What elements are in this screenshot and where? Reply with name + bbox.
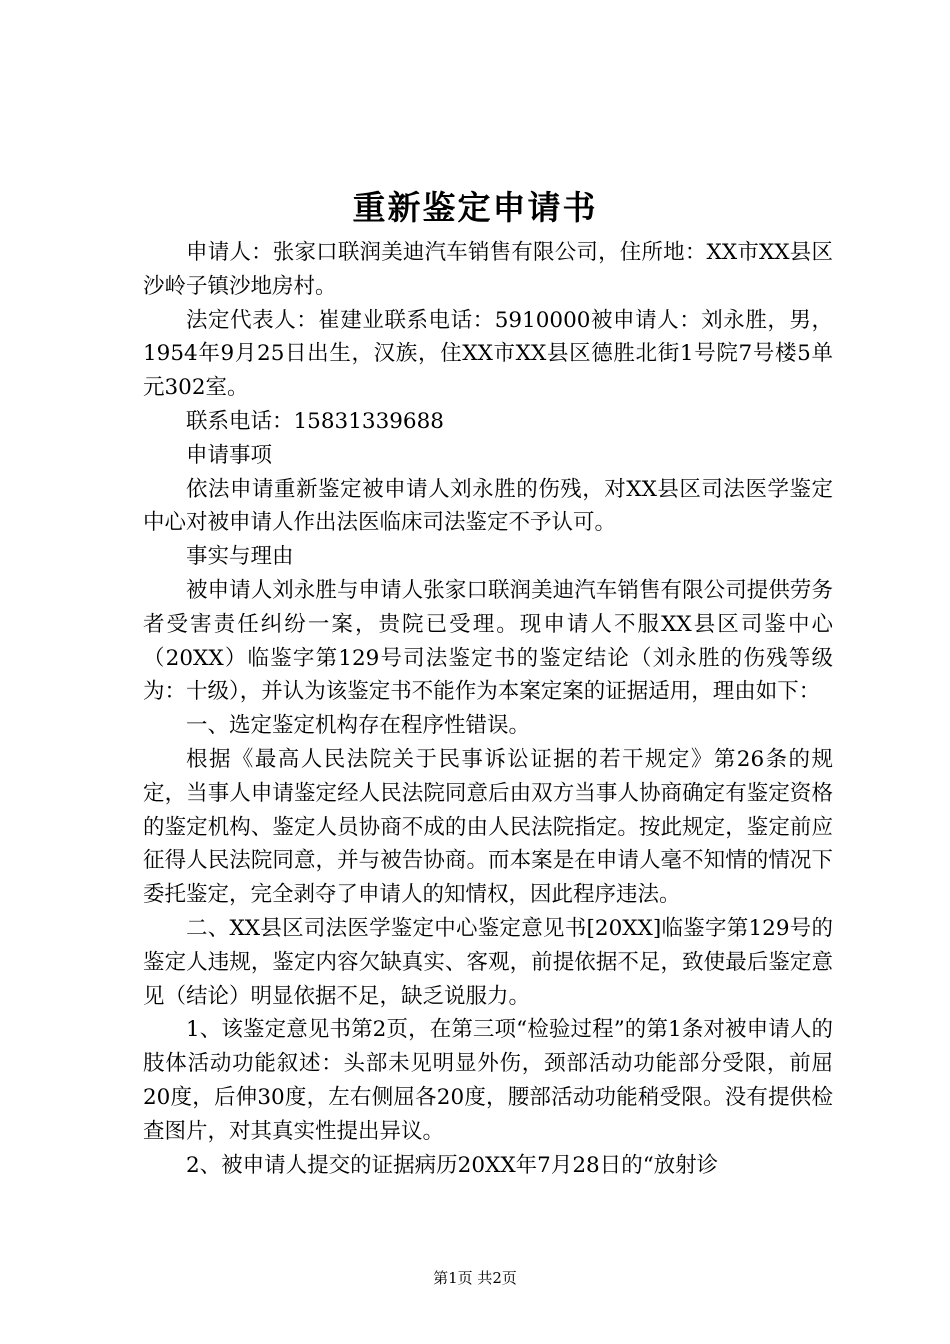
document-body [143, 236, 833, 1182]
paragraph-reason-1: 一、选定鉴定机构存在程序性错误。 [186, 713, 531, 739]
heading-facts-reasons: 事实与理由 [186, 544, 294, 570]
paragraph-reason-1-detail: 根据《最高人民法院关于民事诉讼证据的若干规定》第26条的规定，当事人申请鉴定经人民法院同意后由双方当事人协商确定有鉴定资格的鉴定机构、鉴定人员协商不成的由人民法院指定。按此规定，鉴定前应征得人民法院同意，并与被告协商。而本案是在申请人毫不知情的情况下委托鉴定，完全剥夺了申请人的知情权，因此程序违法。 [143, 746, 833, 908]
paragraph-reason-2-item-1: 1、该鉴定意见书第2页，在第三项“检验过程”的第1条对被申请人的肢体活动功能叙述：头部未见明显外伤，颈部活动功能部分受限，前屈20度，后伸30度，左右侧屈各20度，腰部活动功能稍受限。没有提供检查图片，对其真实性提出异议。 [143, 1017, 833, 1144]
heading-application-items: 申请事项 [186, 442, 273, 468]
paragraph-application-items: 依法申请重新鉴定被申请人刘永胜的伤残，对XX县区司法医学鉴定中心对被申请人作出法医临床司法鉴定不予认可。 [143, 476, 833, 536]
paragraph-facts: 被申请人刘永胜与申请人张家口联润美迪汽车销售有限公司提供劳务者受害责任纠纷一案，贵院已受理。现申请人不服XX县区司鉴中心（20XX）临鉴字第129号司法鉴定书的鉴定结论（刘永胜的伤残等级为：十级），并认为该鉴定书不能作为本案定案的证据适用，理由如下： [143, 577, 833, 705]
paragraph-applicant: 申请人：张家口联润美迪汽车销售有限公司，住所地：XX市XX县区沙岭子镇沙地房村。 [143, 240, 833, 299]
paragraph-reason-2: 二、XX县区司法医学鉴定中心鉴定意见书[20XX]临鉴字第129号的鉴定人违规，鉴定内容欠缺真实、客观，前提依据不足，致使最后鉴定意见（结论）明显依据不足，缺乏说服力。 [143, 915, 833, 1009]
paragraph-contact-phone: 联系电话：15831339688 [186, 408, 444, 434]
paragraph-reason-2-item-2: 2、被申请人提交的证据病历20XX年7月28日的“放射诊 [186, 1152, 719, 1178]
document-title: 重新鉴定申请书 [352, 188, 598, 227]
page-number-footer: 第1页 共2页 [433, 1269, 517, 1287]
paragraph-legal-representative: 法定代表人：崔建业联系电话：5910000被申请人：刘永胜，男，1954年9月25日出生，汉族，住XX市XX县区德胜北街1号院7号楼5单元302室。 [143, 307, 833, 401]
